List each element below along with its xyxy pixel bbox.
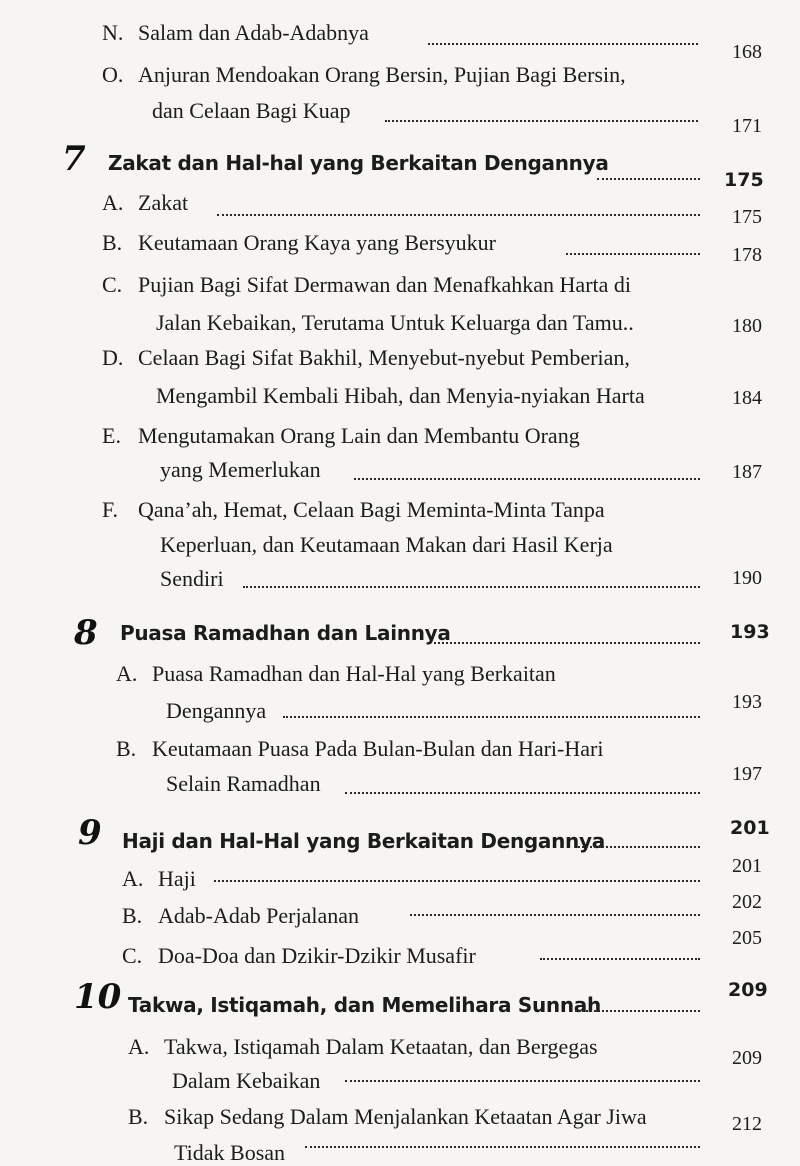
entry-letter: C. — [122, 943, 143, 968]
chapter-number: 10 — [74, 977, 122, 1017]
entry-title-cont: Jalan Kebaikan, Terutama Untuk Keluarga dan Tamu.. — [156, 310, 634, 335]
entry-letter: O. — [102, 62, 124, 87]
entry-letter: A. — [102, 190, 124, 215]
entry-title: Pujian Bagi Sifat Dermawan dan Menafkahkan Harta di — [138, 272, 632, 297]
dot-leader — [428, 43, 698, 45]
chapter-page: 175 — [724, 169, 764, 191]
dot-leader — [540, 958, 700, 960]
entry-letter: B. — [102, 230, 123, 255]
entry-page: 212 — [732, 1113, 762, 1135]
dot-leader — [575, 1010, 700, 1012]
entry-page: 171 — [732, 115, 762, 137]
entry-title-cont: Tidak Bosan — [174, 1140, 286, 1165]
entry-page: 205 — [732, 927, 762, 949]
entry-title-cont: Dalam Kebaikan — [172, 1068, 321, 1093]
dot-leader — [345, 1080, 700, 1082]
entry-title: Zakat — [138, 190, 189, 215]
entry-letter: B. — [122, 903, 143, 928]
entry-letter: D. — [102, 345, 124, 370]
chapter-number: 9 — [78, 813, 102, 853]
entry-title: Qana’ah, Hemat, Celaan Bagi Meminta-Minta Tanpa — [138, 497, 605, 522]
dot-leader — [345, 792, 700, 794]
dot-leader — [434, 642, 700, 644]
entry-letter: C. — [102, 272, 123, 297]
entry-letter: A. — [128, 1034, 150, 1059]
chapter-title: Zakat dan Hal-hal yang Berkaitan Dengannya — [108, 151, 609, 175]
entry-title: Keutamaan Puasa Pada Bulan-Bulan dan Hari-Hari — [152, 736, 604, 761]
entry-title: Sikap Sedang Dalam Menjalankan Ketaatan Agar Jiwa — [164, 1104, 647, 1129]
entry-title: Adab-Adab Perjalanan — [158, 903, 359, 928]
chapter-title: Haji dan Hal-Hal yang Berkaitan Dengannya — [122, 829, 605, 853]
dot-leader — [597, 178, 700, 180]
entry-title: Puasa Ramadhan dan Hal-Hal yang Berkaitan — [152, 661, 556, 686]
entry-title-cont: Mengambil Kembali Hibah, dan Menyia-nyiakan Harta — [156, 383, 645, 408]
dot-leader — [354, 478, 700, 480]
entry-letter: N. — [102, 20, 124, 45]
entry-page: 193 — [732, 691, 762, 713]
dot-leader — [283, 716, 700, 718]
dot-leader — [214, 880, 700, 882]
dot-leader — [578, 846, 700, 848]
entry-letter: A. — [122, 866, 144, 891]
entry-page: 175 — [732, 206, 762, 228]
entry-title-cont: Dengannya — [166, 698, 267, 723]
entry-page: 180 — [732, 315, 762, 337]
entry-page: 190 — [732, 567, 762, 589]
dot-leader — [385, 120, 698, 122]
dot-leader — [566, 253, 700, 255]
entry-letter: F. — [102, 497, 118, 522]
chapter-page: 209 — [728, 979, 768, 1001]
chapter-page: 201 — [730, 817, 770, 839]
entry-title: Haji — [158, 866, 196, 891]
entry-page: 209 — [732, 1047, 762, 1069]
entry-title: Takwa, Istiqamah Dalam Ketaatan, dan Bergegas — [164, 1034, 598, 1059]
entry-letter: A. — [116, 661, 138, 686]
chapter-number: 8 — [74, 613, 98, 653]
dot-leader — [410, 914, 700, 916]
entry-page: 201 — [732, 855, 762, 877]
entry-page: 202 — [732, 891, 762, 913]
dot-leader — [305, 1146, 700, 1148]
dot-leader — [243, 586, 700, 588]
entry-page: 184 — [732, 387, 762, 409]
entry-letter: B. — [128, 1104, 149, 1129]
entry-title: Salam dan Adab-Adabnya — [138, 20, 369, 45]
chapter-number: 7 — [62, 139, 86, 179]
entry-title: Anjuran Mendoakan Orang Bersin, Pujian Bagi Bersin, — [138, 62, 626, 87]
entry-title: Celaan Bagi Sifat Bakhil, Menyebut-nyebut Pemberian, — [138, 345, 630, 370]
chapter-title: Takwa, Istiqamah, dan Memelihara Sunnah — [128, 993, 601, 1017]
entry-title-cont: Sendiri — [160, 566, 224, 591]
entry-title-cont: Selain Ramadhan — [166, 771, 321, 796]
entry-letter: B. — [116, 736, 137, 761]
entry-title-cont: dan Celaan Bagi Kuap — [152, 98, 351, 123]
entry-title-cont: Keperluan, dan Keutamaan Makan dari Hasil Kerja — [160, 532, 613, 557]
entry-page: 178 — [732, 244, 762, 266]
entry-title: Keutamaan Orang Kaya yang Bersyukur — [138, 230, 496, 255]
entry-title: Mengutamakan Orang Lain dan Membantu Orang — [138, 423, 580, 448]
entry-letter: E. — [102, 423, 121, 448]
chapter-page: 193 — [730, 621, 770, 643]
entry-page: 168 — [732, 41, 762, 63]
dot-leader — [217, 214, 700, 216]
chapter-title: Puasa Ramadhan dan Lainnya — [120, 621, 451, 645]
entry-title: Doa-Doa dan Dzikir-Dzikir Musafir — [158, 943, 476, 968]
entry-title-cont: yang Memerlukan — [160, 457, 321, 482]
entry-page: 187 — [732, 461, 762, 483]
entry-page: 197 — [732, 763, 762, 785]
